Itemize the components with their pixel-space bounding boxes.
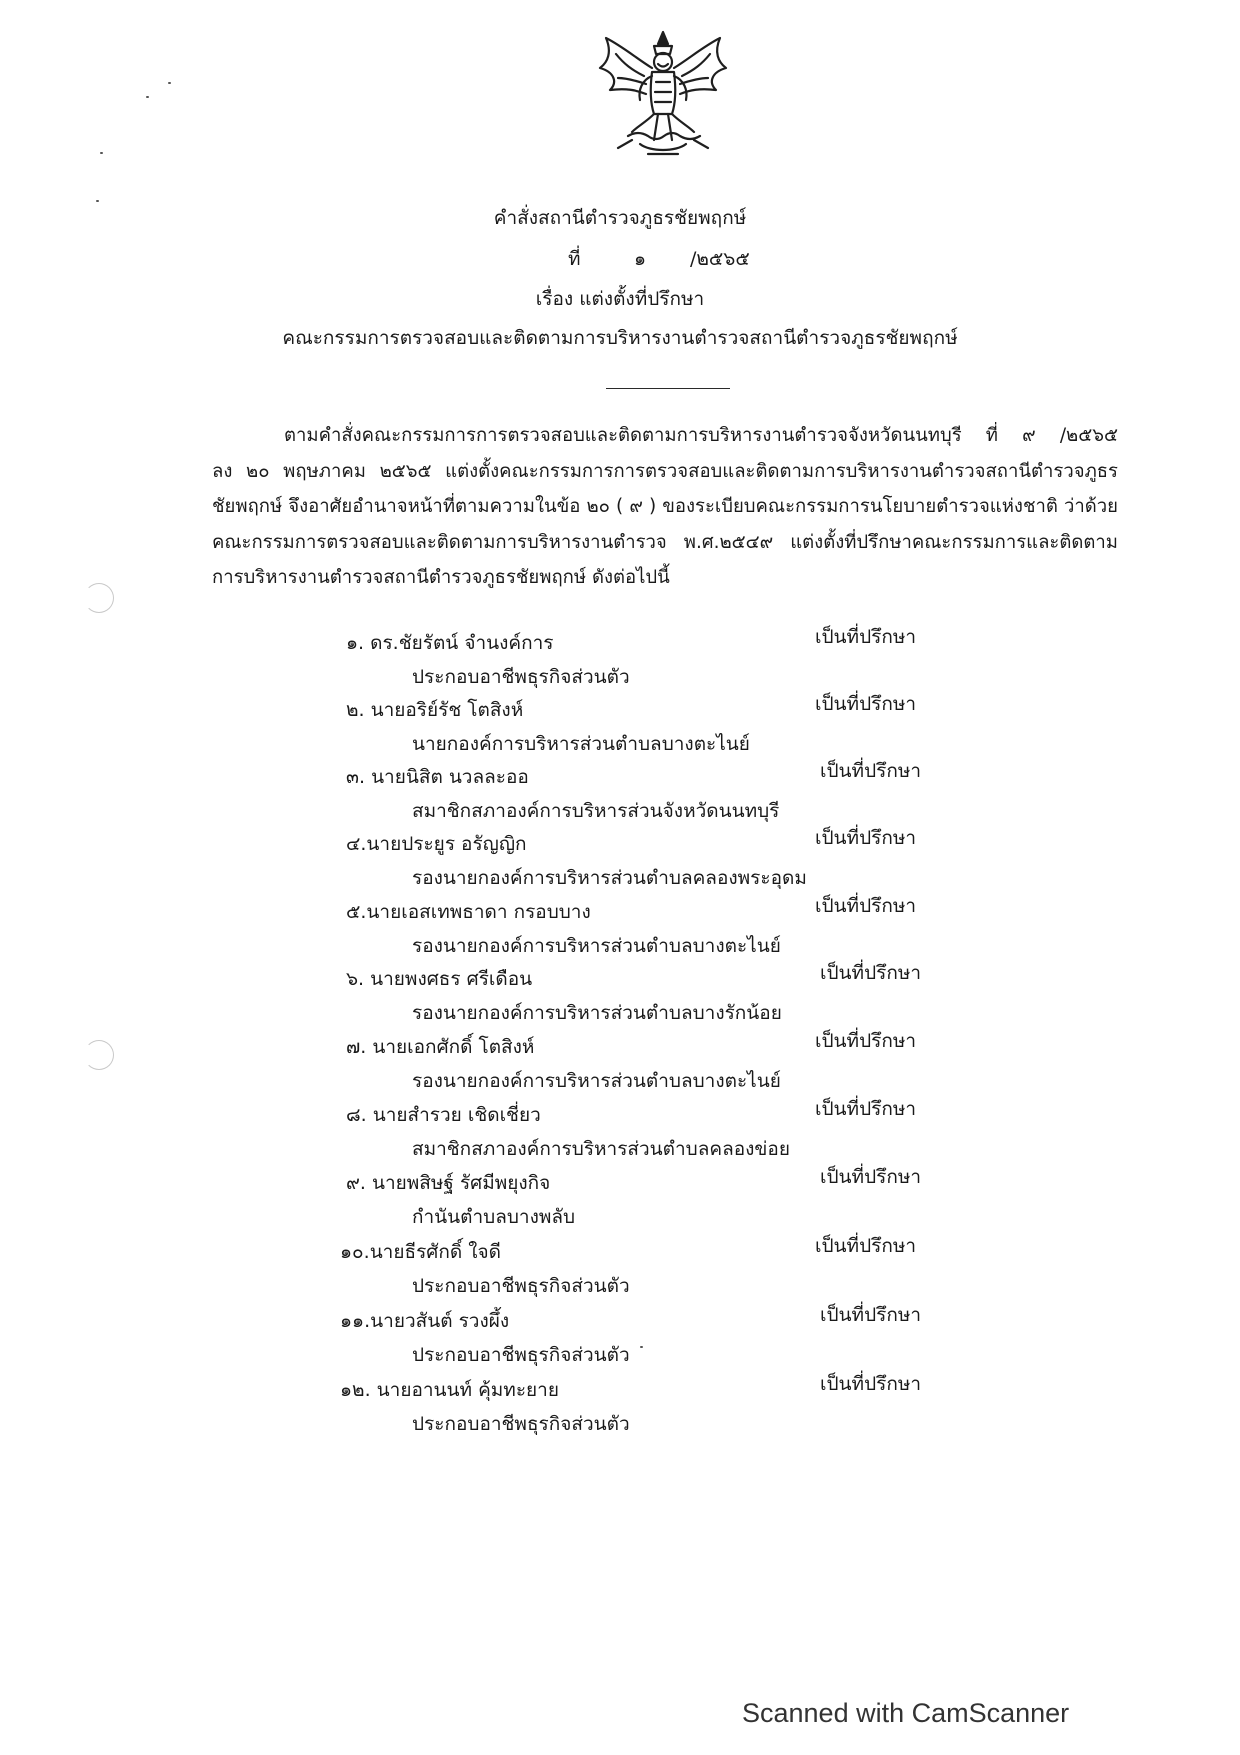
body-line: ตามคำสั่งคณะกรรมการการตรวจสอบและติดตามการบริหารงานตำรวจจังหวัดนนทบุรี ที่ ๙ /๒๕๖๕ (284, 425, 1118, 446)
advisor-role: สมาชิกสภาองค์การบริหารส่วนตำบลคลองข่อย (412, 1138, 790, 1160)
advisor-role: ประกอบอาชีพธุรกิจส่วนตัว (412, 1344, 630, 1366)
scan-speck (168, 82, 171, 84)
order-number-value: ๑ (634, 248, 647, 270)
advisor-role: นายกองค์การบริหารส่วนตำบลบางตะไนย์ (412, 733, 750, 755)
advisor-role: สมาชิกสภาองค์การบริหารส่วนจังหวัดนนทบุรี (412, 800, 780, 822)
body-line: การบริหารงานตำรวจสถานีตำรวจภูธรชัยพฤกษ์ ดังต่อไปนี้ (212, 567, 670, 588)
binder-hole (84, 583, 114, 613)
scan-speck (100, 152, 103, 154)
advisor-role: รองนายกองค์การบริหารส่วนตำบลบางรักน้อย (412, 1002, 782, 1024)
scan-speck (96, 200, 99, 202)
advisor-name: ๑๐.นายธีรศักดิ์ ใจดี (340, 1241, 501, 1263)
scan-speck (640, 1346, 643, 1348)
advisor-name: ๕.นายเอสเทพธาดา กรอบบาง (346, 901, 591, 923)
camscanner-watermark: Scanned with CamScanner (742, 1698, 1070, 1728)
advisor-position: เป็นที่ปรึกษา (815, 827, 917, 849)
advisor-name: ๑๑.นายวสันต์ รวงผึ้ง (340, 1310, 510, 1332)
advisor-position: เป็นที่ปรึกษา (820, 962, 922, 984)
binder-hole (84, 1040, 114, 1070)
advisor-role: รองนายกองค์การบริหารส่วนตำบลบางตะไนย์ (412, 935, 781, 957)
advisor-name: ๑๒. นายอานนท์ คุ้มทะยาย (340, 1379, 559, 1401)
advisor-position: เป็นที่ปรึกษา (815, 626, 917, 648)
order-subject: เรื่อง แต่งตั้งที่ปรึกษา (535, 288, 705, 310)
advisor-position: เป็นที่ปรึกษา (820, 1304, 922, 1326)
body-line: คณะกรรมการตรวจสอบและติดตามการบริหารงานตำรวจ พ.ศ.๒๕๔๙ แต่งตั้งที่ปรึกษาคณะกรรมการและติดตาม (212, 531, 1118, 553)
advisor-name: ๑. ดร.ชัยรัตน์ จำนงค์การ (346, 632, 554, 654)
advisor-position: เป็นที่ปรึกษา (815, 693, 917, 715)
advisor-name: ๖. นายพงศธร ศรีเดือน (346, 968, 533, 990)
body-line: ลง ๒๐ พฤษภาคม ๒๕๖๕ แต่งตั้งคณะกรรมการการตรวจสอบและติดตามการบริหารงานตำรวจสถานีตำรวจภูธร (212, 460, 1118, 482)
scan-speck (146, 96, 149, 98)
advisor-role: กำนันตำบลบางพลับ (412, 1206, 576, 1228)
advisor-role: ประกอบอาชีพธุรกิจส่วนตัว (412, 1413, 630, 1435)
advisor-position: เป็นที่ปรึกษา (820, 1166, 922, 1188)
advisor-position: เป็นที่ปรึกษา (815, 1235, 917, 1257)
committee-name: คณะกรรมการตรวจสอบและติดตามการบริหารงานตำรวจสถานีตำรวจภูธรชัยพฤกษ์ (282, 327, 958, 349)
advisor-role: ประกอบอาชีพธุรกิจส่วนตัว (412, 1275, 630, 1297)
advisor-name: ๘. นายสำรวย เชิดเชี่ยว (346, 1104, 541, 1126)
advisor-name: ๓. นายนิสิต นวลละออ (346, 766, 529, 788)
advisor-position: เป็นที่ปรึกษา (820, 1373, 922, 1395)
order-number-label: ที่ (568, 248, 581, 270)
advisor-position: เป็นที่ปรึกษา (815, 895, 917, 917)
body-paragraph (212, 418, 1118, 596)
advisor-role: รองนายกองค์การบริหารส่วนตำบลบางตะไนย์ (412, 1070, 781, 1092)
advisor-name: ๗. นายเอกศักดิ์ โตสิงห์ (346, 1036, 535, 1058)
advisor-role: ประกอบอาชีพธุรกิจส่วนตัว (412, 666, 630, 688)
advisor-name: ๒. นายอริย์รัช โตสิงห์ (346, 699, 524, 721)
header-divider (606, 388, 730, 389)
advisor-name: ๔.นายประยูร อรัญญิก (346, 833, 527, 855)
order-number-year: /๒๕๖๕ (690, 248, 750, 270)
body-line: ชัยพฤกษ์ จึงอาศัยอำนาจหน้าที่ตามความในข้อ ๒๐ ( ๙ ) ของระเบียบคณะกรรมการนโยบายตำรวจแห่งชาติ ว่าด้วย (212, 496, 1118, 517)
advisor-name: ๙. นายพสิษฐ์ รัศมีพยุงกิจ (346, 1172, 551, 1194)
order-title: คำสั่งสถานีตำรวจภูธรชัยพฤกษ์ (493, 207, 747, 229)
advisor-position: เป็นที่ปรึกษา (815, 1098, 917, 1120)
garuda-emblem-icon (588, 28, 738, 163)
advisor-position: เป็นที่ปรึกษา (820, 760, 922, 782)
advisor-position: เป็นที่ปรึกษา (815, 1030, 917, 1052)
advisor-role: รองนายกองค์การบริหารส่วนตำบลคลองพระอุดม (412, 867, 807, 889)
